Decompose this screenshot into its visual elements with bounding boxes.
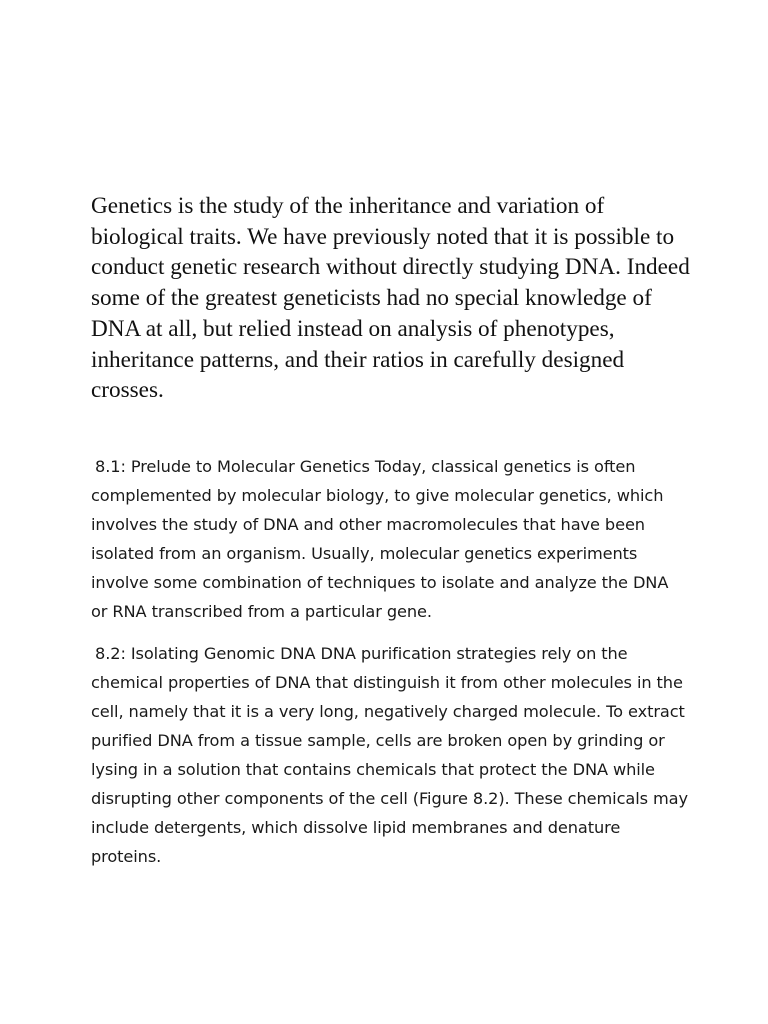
section-8-1-paragraph: 8.1: Prelude to Molecular Genetics Today, classical genetics is often complemented by molecular biology, to give molecular genetics, which involves the study of DNA and other macromolecules that have been isolated from an organism. Usually, molecular genetics experiments involve some combination of techniques to isolate and analyze the DNA or RNA transcribed from a particular gene. [91,457,669,621]
intro-paragraph: Genetics is the study of the inheritance and variation of biological traits. We have previously noted that it is possible to conduct genetic research without directly studying DNA. Indeed some of the greatest geneticists had no special knowledge of DNA at all, but relied instead on analysis of phenotypes, inheritance patterns, and their ratios in carefully designed crosses. [91,193,690,404]
section-8-2-paragraph: 8.2: Isolating Genomic DNA DNA purification strategies rely on the chemical properties of DNA that distinguish it from other molecules in the cell, namely that it is a very long, negatively charged molecule. To extract purified DNA from a tissue sample, cells are broken open by grinding or lysing in a solution that contains chemicals that protect the DNA while disrupting other components of the cell (Figure 8.2). These chemicals may include detergents, which dissolve lipid membranes and denature proteins. [91,644,688,866]
